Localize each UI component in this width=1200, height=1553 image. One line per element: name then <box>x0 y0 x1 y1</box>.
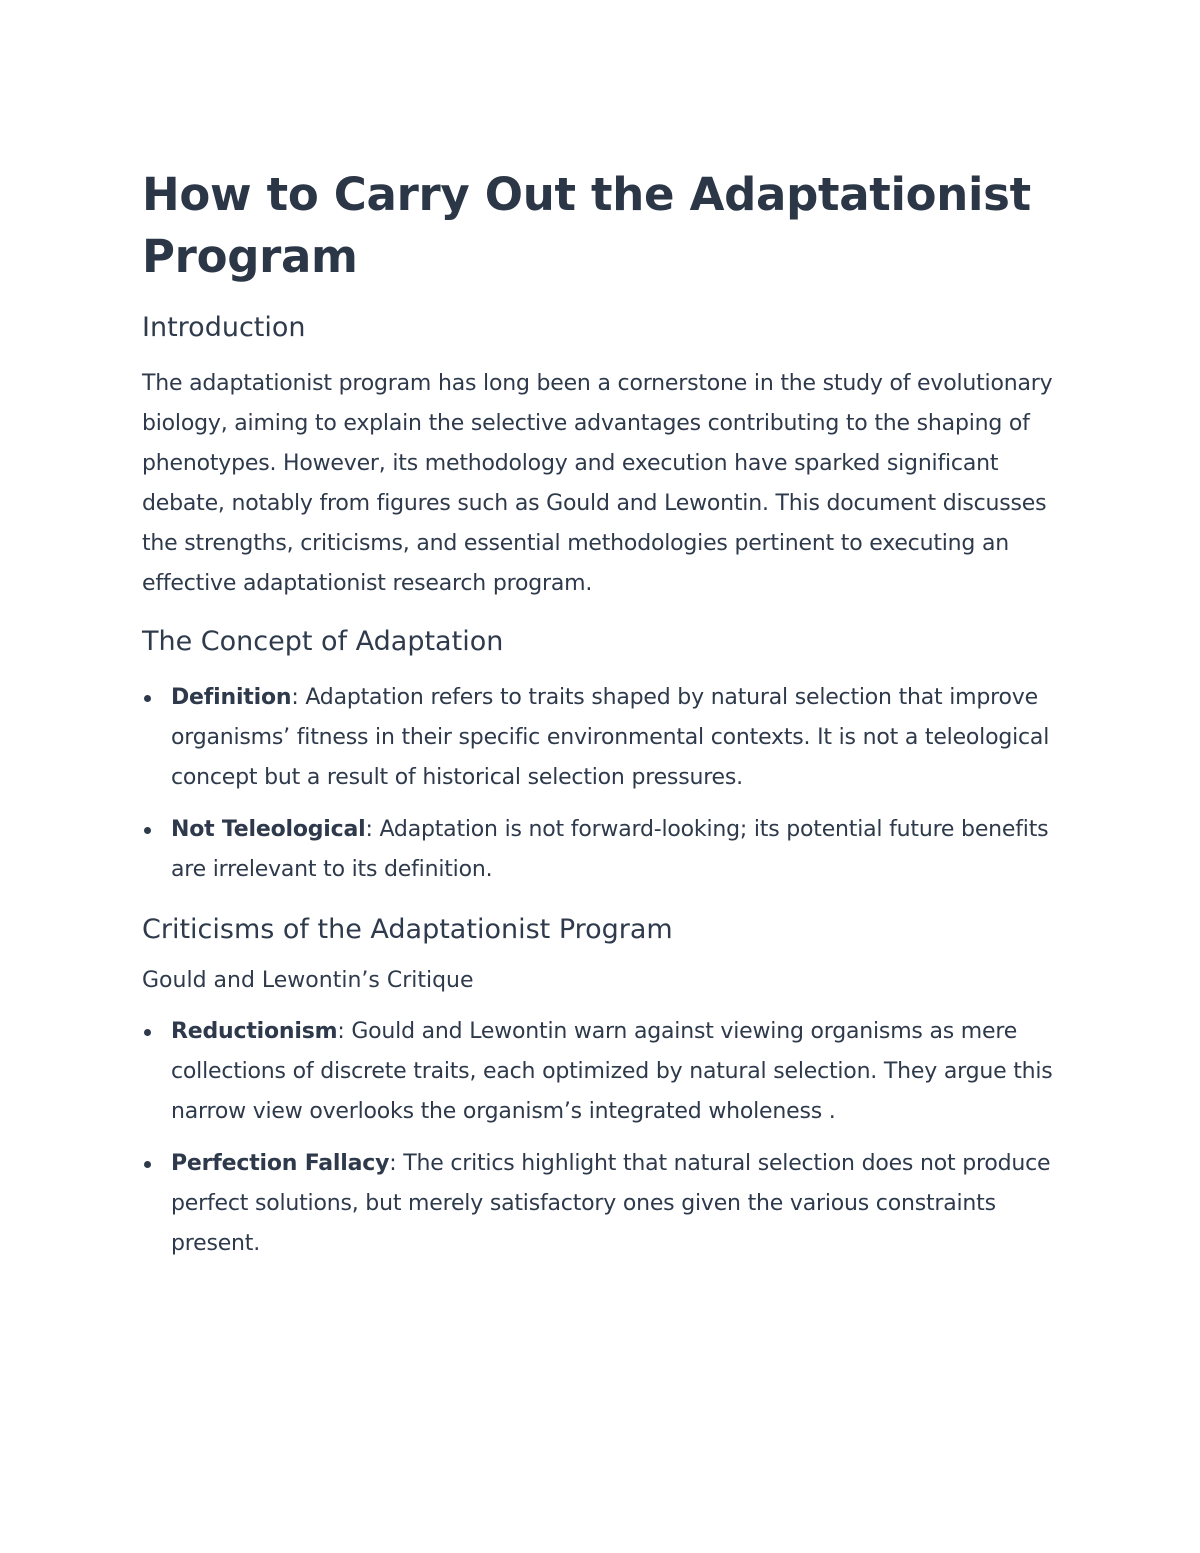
heading-introduction: Introduction <box>142 312 306 343</box>
document-page <box>142 164 1057 1286</box>
document-title: How to Carry Out the Adaptationist Program <box>142 168 1031 283</box>
list-item-term: Not Teleological <box>171 817 366 842</box>
list-item-term: Perfection Fallacy <box>171 1151 390 1176</box>
bullet-icon <box>144 1161 151 1168</box>
bullet-icon <box>144 827 151 834</box>
list-item-text: : Adaptation refers to traits shaped by natural selection that improve organisms’ fitness in their specific environmental contexts. It is not a teleological concept but a result of historical selection pressures. <box>171 685 1050 790</box>
list-item-term: Definition <box>171 685 292 710</box>
heading-concept-of-adaptation: The Concept of Adaptation <box>142 626 504 657</box>
introduction-paragraph: The adaptationist program has long been a cornerstone in the study of evolutionary biology, aiming to explain the selective advantages contributing to the shaping of phenotypes. However, its methodology and execution have sparked significant debate, notably from figures such as Gould and Lewontin. This document discusses the strengths, criticisms, and essential methodologies pertinent to executing an effective adaptationist research program. <box>142 371 1053 596</box>
heading-criticisms: Criticisms of the Adaptationist Program <box>142 914 673 945</box>
list-item-text: : Gould and Lewontin warn against viewing organisms as mere collections of discrete traits, each optimized by natural selection. They argue this narrow view overlooks the organism’s integrated wholeness . <box>171 1019 1053 1124</box>
bullet-icon <box>144 1029 151 1036</box>
list-item <box>142 1144 1057 1264</box>
list-item-text: : The critics highlight that natural selection does not produce perfect solutions, but merely satisfactory ones given the various constraints present. <box>171 1151 1051 1256</box>
concept-list <box>142 678 1057 890</box>
bullet-icon <box>144 695 151 702</box>
subheading-gould-lewontin: Gould and Lewontin’s Critique <box>142 968 474 993</box>
criticisms-list <box>142 1012 1057 1264</box>
list-item <box>142 1012 1057 1132</box>
list-item <box>142 678 1057 798</box>
list-item-term: Reductionism <box>171 1019 338 1044</box>
list-item <box>142 810 1057 890</box>
list-item-text: : Adaptation is not forward-looking; its potential future benefits are irrelevant to its definition. <box>171 817 1049 882</box>
